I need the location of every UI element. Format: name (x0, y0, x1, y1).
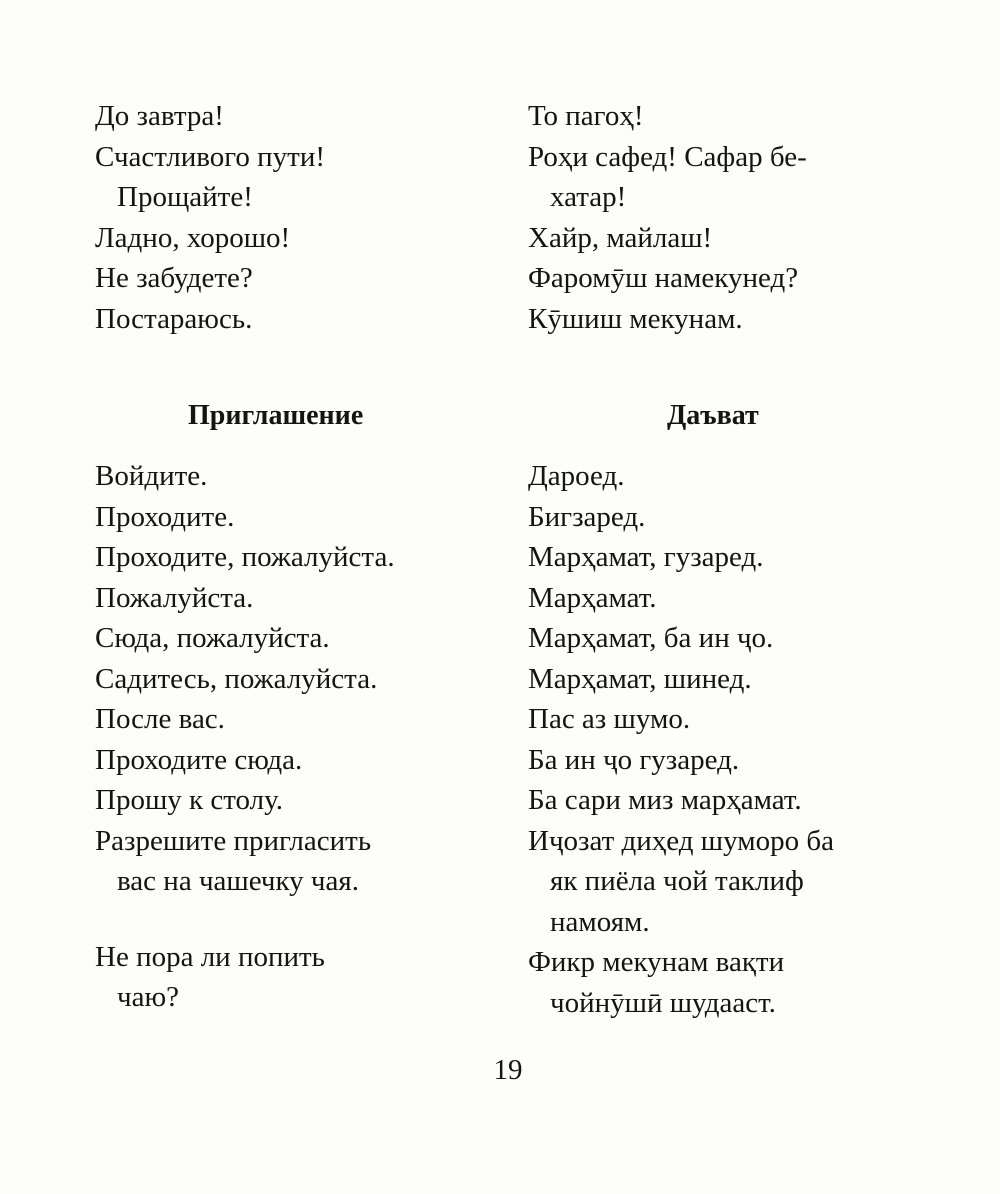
tajik-phrase: намоям. (550, 905, 650, 938)
tajik-phrase: Дароед. (528, 460, 625, 492)
tajik-phrase: Роҳи сафед! Сафар бе- (528, 140, 807, 173)
tajik-phrase: Ба сари миз марҳамат. (528, 784, 802, 816)
russian-phrase: чаю? (117, 981, 179, 1013)
russian-phrase: До завтра! (95, 100, 224, 132)
tajik-phrase: Фаромӯш намекунед? (528, 262, 799, 294)
russian-phrase: Разрешите пригласить (95, 824, 372, 857)
russian-phrase: Не забудете? (95, 262, 253, 294)
russian-phrase: Не пора ли попить (95, 940, 325, 973)
russian-phrase: Войдите. (95, 460, 208, 492)
tajik-phrase: Кӯшиш мекунам. (528, 302, 743, 335)
tajik-phrase: як пиёла чой таклиф (550, 865, 804, 897)
tajik-phrase: чойнӯшӣ шудааст. (550, 986, 776, 1019)
russian-phrase: Проходите, пожалуйста. (95, 541, 395, 573)
tajik-phrase: То пагоҳ! (528, 100, 644, 132)
section-heading-tajik: Даъват (667, 400, 759, 431)
section-heading-russian: Приглашение (188, 400, 364, 431)
tajik-phrase: Бигзаред. (528, 500, 646, 533)
invitation-tajik-column (528, 456, 948, 1023)
russian-phrase: Прощайте! (117, 181, 253, 213)
invitation-russian-column (95, 456, 515, 1018)
russian-phrase: Ладно, хорошо! (95, 221, 291, 254)
russian-phrase: вас на чашечку чая. (117, 865, 359, 897)
tajik-phrase: Фикр мекунам вақти (528, 946, 785, 978)
russian-phrase: Пожалуйста. (95, 581, 254, 614)
page-number: 19 (493, 1054, 523, 1086)
farewell-tajik-column (528, 96, 948, 339)
tajik-phrase: Ба ин ҷо гузаред. (528, 743, 740, 776)
tajik-phrase: Хайр, майлаш! (528, 221, 713, 254)
russian-phrase: После вас. (95, 703, 225, 735)
russian-phrase: Прошу к столу. (95, 784, 283, 816)
tajik-phrase: Марҳамат, гузаред. (528, 541, 764, 573)
tajik-phrase: хатар! (550, 181, 627, 213)
tajik-phrase: Пас аз шумо. (528, 703, 691, 735)
russian-phrase: Постараюсь. (95, 302, 253, 335)
farewell-russian-column (95, 96, 515, 339)
tajik-phrase: Иҷозат диҳед шуморо ба (528, 824, 834, 857)
russian-phrase: Садитесь, пожалуйста. (95, 662, 378, 695)
tajik-phrase: Марҳамат, шинед. (528, 662, 752, 695)
russian-phrase: Проходите. (95, 500, 235, 533)
russian-phrase: Счастливого пути! (95, 140, 326, 173)
tajik-phrase: Марҳамат. (528, 581, 657, 614)
tajik-phrase: Марҳамат, ба ин ҷо. (528, 622, 774, 654)
russian-phrase: Проходите сюда. (95, 743, 303, 776)
russian-phrase: Сюда, пожалуйста. (95, 622, 330, 654)
